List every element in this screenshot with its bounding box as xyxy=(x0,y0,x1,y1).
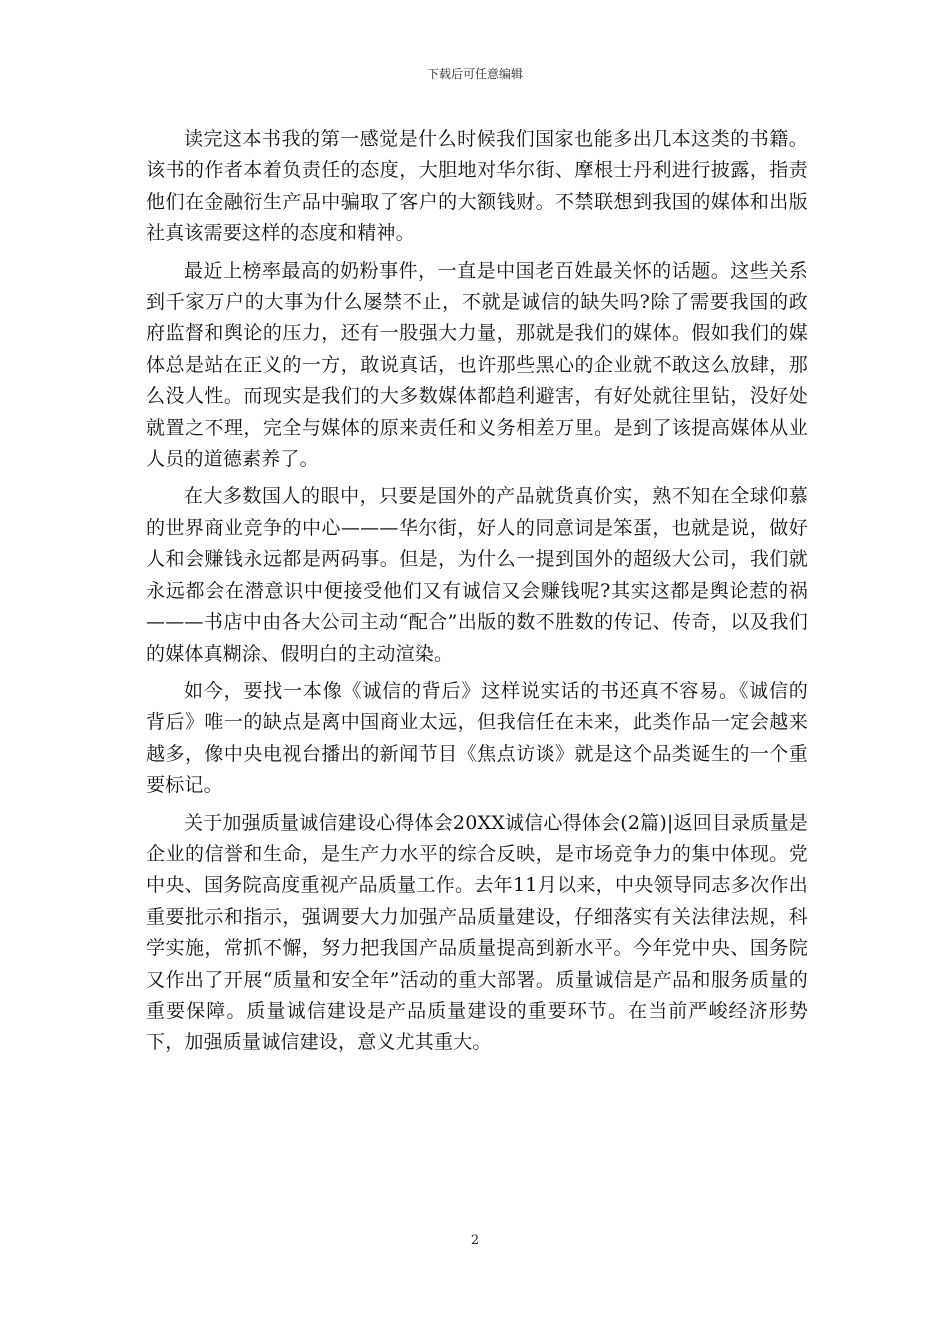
page-number: 2 xyxy=(470,1233,480,1248)
paragraph-5: 关于加强质量诚信建设心得体会20XX诚信心得体会(2篇)|返回目录质量是企业的信誉和生命，是生产力水平的综合反映，是市场竞争力的集中体现。党中央、国务院高度重视产品质量工作。去年11月以来，中央领导同志多次作出重要批示和指示，强调要大力加强产品质量建设，仔细落实有关法律法规，科学实施，常抓不懈，努力把我国产品质量提高到新水平。今年党中央、国务院又作出了开展“质量和安全年”活动的重大部署。质量诚信是产品和服务质量的重要保障。质量诚信建设是产品质量建设的重要环节。在当前严峻经济形势下，加强质量诚信建设，意义尤其重大。 xyxy=(146,811,808,1054)
paragraph-2: 最近上榜率最高的奶粉事件，一直是中国老百姓最关怀的话题。这些关系到千家万户的大事为什么屡禁不止，不就是诚信的缺失吗?除了需要我国的政府监督和舆论的压力，还有一股强大力量，那就是我们的媒体。假如我们的媒体总是站在正义的一方，敢说真话，也许那些黑心的企业就不敢这么放肆，那么没人性。而现实是我们的大多数媒体都趋利避害，有好处就往里钻，没好处就置之不理，完全与媒体的原来责任和义务相差万里。是到了该提高媒体从业人员的道德素养了。 xyxy=(146,259,808,471)
page-header: 下载后可任意编辑 xyxy=(426,67,523,81)
paragraph-4: 如今，要找一本像《诚信的背后》这样说实话的书还真不容易。《诚信的背后》唯一的缺点是离中国商业太远，但我信任在未来，此类作品一定会越来越多，像中央电视台播出的新闻节目《焦点访谈》就是这个品类诞生的一个重要标记。 xyxy=(146,679,808,797)
paragraph-1: 读完这本书我的第一感觉是什么时候我们国家也能多出几本这类的书籍。该书的作者本着负责任的态度，大胆地对华尔街、摩根士丹利进行披露，指责他们在金融衍生产品中骗取了客户的大额钱财。不禁联想到我国的媒体和出版社真该需要这样的态度和精神。 xyxy=(146,128,808,245)
paragraph-3: 在大多数国人的眼中，只要是国外的产品就货真价实，熟不知在全球仰慕的世界商业竞争的中心———华尔街，好人的同意词是笨蛋，也就是说，做好人和会赚钱永远都是两码事。但是，为什么一提到国外的超级大公司，我们就永远都会在潜意识中便接受他们又有诚信又会赚钱呢?其实这都是舆论惹的祸———书店中由各大公司主动“配合”出版的数不胜数的传记、传奇，以及我们的媒体真糊涂、假明白的主动渲染。 xyxy=(146,485,808,665)
document-body xyxy=(146,124,808,1065)
